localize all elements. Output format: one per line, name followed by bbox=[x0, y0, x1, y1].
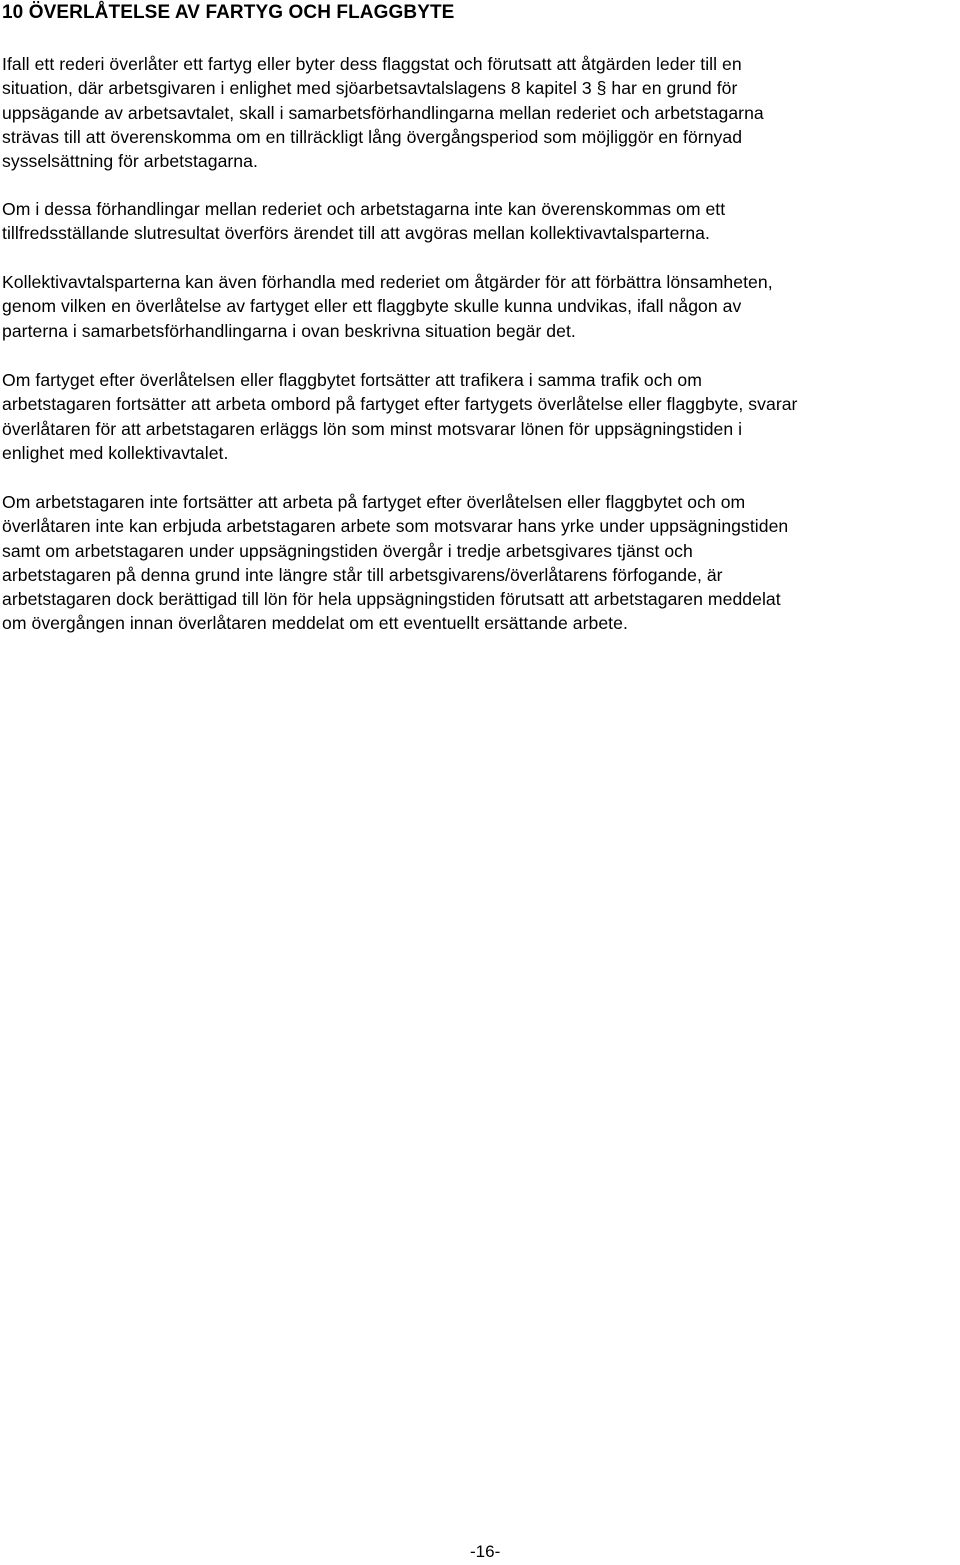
paragraph-2-line: Om i dessa förhandlingar mellan rederiet och arbetstagarna inte kan överenskommas om ett bbox=[2, 199, 726, 219]
paragraph-1-line: strävas till att överenskomma om en tillräckligt lång övergångsperiod som möjliggör en förnyad bbox=[2, 126, 743, 147]
paragraph-3-line: Kollektivavtalsparterna kan även förhandla med rederiet om åtgärder för att förbättra lönsamheten, bbox=[2, 272, 773, 292]
paragraph-1-line: Ifall ett rederi överlåter ett fartyg eller byter dess flaggstat och förutsatt att åtgärden leder till en bbox=[2, 54, 742, 74]
paragraph-5-line: Om arbetstagaren inte fortsätter att arbeta på fartyget efter överlåtelsen eller flaggbytet och om bbox=[2, 492, 746, 512]
paragraph-5-line: om övergången innan överlåtaren meddelat om ett eventuellt ersättande arbete. bbox=[2, 613, 628, 634]
paragraph-5-line: arbetstagaren dock berättigad till lön för hela uppsägningstiden förutsatt att arbetstagaren meddelat bbox=[2, 589, 781, 610]
paragraph-5-line: överlåtaren inte kan erbjuda arbetstagaren arbete som motsvarar hans yrke under uppsägningstiden bbox=[2, 516, 789, 537]
paragraph-3-line: genom vilken en överlåtelse av fartyget eller ett flaggbyte skulle kunna undvikas, ifall någon av bbox=[2, 296, 742, 317]
paragraph-5 bbox=[2, 490, 958, 636]
paragraph-3 bbox=[2, 270, 958, 343]
section-heading: 10 ÖVERLÅTELSE AV FARTYG OCH FLAGGBYTE bbox=[2, 2, 455, 23]
paragraph-1-line: sysselsättning för arbetstagarna. bbox=[2, 151, 258, 172]
paragraph-4 bbox=[2, 368, 958, 465]
paragraph-4-line: enlighet med kollektivavtalet. bbox=[2, 442, 229, 463]
paragraph-4-line: överlåtaren för att arbetstagaren erläggs lön som minst motsvarar lönen för uppsägningstiden i bbox=[2, 418, 743, 439]
paragraph-1-line: situation, där arbetsgivaren i enlighet med sjöarbetsavtalslagens 8 kapitel 3 § har en grund för bbox=[2, 78, 738, 99]
paragraph-4-line: Om fartyget efter överlåtelsen eller flaggbytet fortsätter att trafikera i samma trafik och om bbox=[2, 370, 702, 390]
paragraph-1-line: uppsägande av arbetsavtalet, skall i samarbetsförhandlingarna mellan rederiet och arbetstagarna bbox=[2, 102, 764, 123]
paragraph-2 bbox=[2, 197, 958, 246]
paragraph-4-line: arbetstagaren fortsätter att arbeta ombord på fartyget efter fartygets överlåtelse eller flaggbyte, svarar bbox=[2, 394, 798, 415]
paragraph-1 bbox=[2, 52, 958, 173]
document-content bbox=[2, 0, 958, 634]
paragraph-5-line: samt om arbetstagaren under uppsägningstiden övergår i tredje arbetsgivares tjänst och bbox=[2, 540, 693, 561]
paragraph-2-line: tillfredsställande slutresultat överförs ärendet till att avgöras mellan kollektivavtalsparterna. bbox=[2, 223, 710, 244]
paragraph-3-line: parterna i samarbetsförhandlingarna i ovan beskrivna situation begär det. bbox=[2, 320, 576, 341]
paragraph-5-line: arbetstagaren på denna grund inte längre står till arbetsgivarens/överlåtarens förfogande, är bbox=[2, 564, 723, 585]
page-number: -16- bbox=[470, 1542, 501, 1561]
